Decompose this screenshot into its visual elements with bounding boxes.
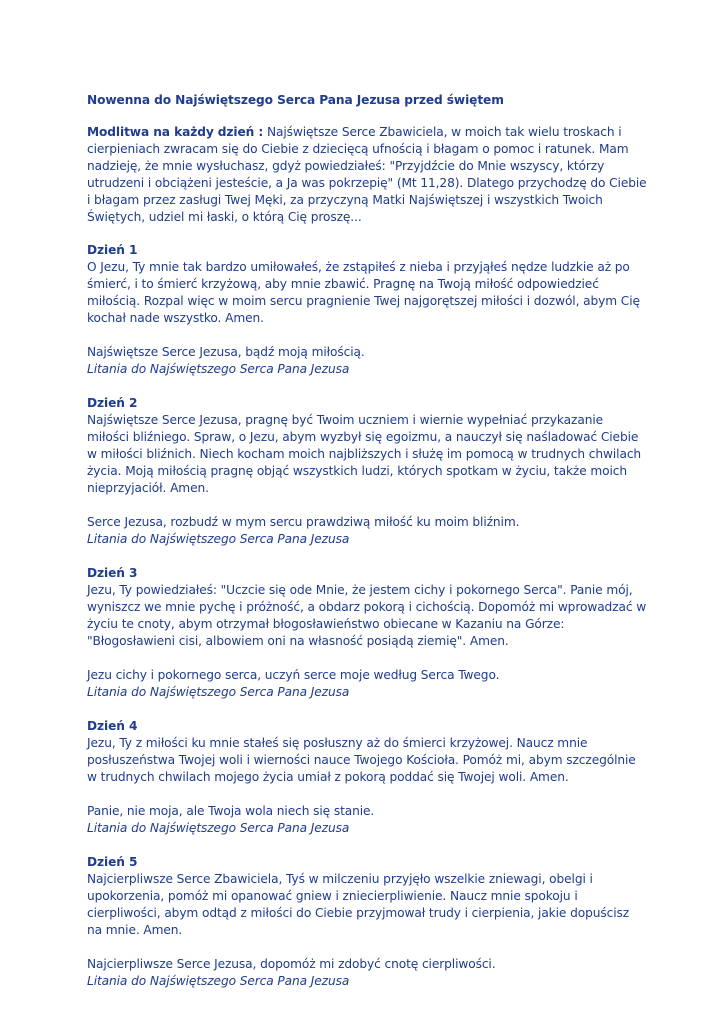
day-heading: Dzień 1	[87, 243, 138, 257]
day-invocation: Serce Jezusa, rozbudź w mym sercu prawdziwą miłość ku moim bliźnim.	[87, 515, 520, 529]
day-litany-link[interactable]: Litania do Najświętszego Serca Pana Jezusa	[87, 974, 350, 988]
day-section	[87, 242, 647, 378]
day-prayer-text: Najświętsze Serce Jezusa, pragnę być Twoim uczniem i wiernie wypełniać przykazanie miłości bliźniego. Spraw, o Jezu, abym wyzbył się egoizmu, a nauczył się naśladować Ciebie w miłości bliźnich. Niech kocham moich najbliższych i służę im pomocą w trudnych chwilach życia. Moją miłością pragnę objąć wszystkich ludzi, których spotkam w życiu, także moich nieprzyjaciół. Amen.	[87, 413, 642, 495]
document-page	[87, 92, 647, 1007]
daily-prayer-label: Modlitwa na każdy dzień :	[87, 125, 264, 139]
day-heading: Dzień 4	[87, 719, 138, 733]
day-section	[87, 718, 647, 837]
day-invocation: Najcierpliwsze Serce Jezusa, dopomóż mi zdobyć cnotę cierpliwości.	[87, 957, 496, 971]
day-litany-link[interactable]: Litania do Najświętszego Serca Pana Jezusa	[87, 532, 350, 546]
day-litany-link[interactable]: Litania do Najświętszego Serca Pana Jezusa	[87, 685, 350, 699]
day-invocation: Panie, nie moja, ale Twoja wola niech się stanie.	[87, 804, 375, 818]
document-title: Nowenna do Najświętszego Serca Pana Jezusa przed świętem	[87, 93, 504, 107]
day-section	[87, 854, 647, 990]
day-section	[87, 565, 647, 701]
day-prayer-text: Najcierpliwsze Serce Zbawiciela, Tyś w milczeniu przyjęło wszelkie zniewagi, obelgi i upokorzenia, pomóż mi opanować gniew i zniecierpliwienie. Naucz mnie spokoju i cierpliwości, abym odtąd z miłości do Ciebie przyjmował trudy i cierpienia, jakie dopuścisz na mnie. Amen.	[87, 872, 630, 937]
day-prayer-text: O Jezu, Ty mnie tak bardzo umiłowałeś, że zstąpiłeś z nieba i przyjąłeś nędze ludzkie aż po śmierć, i to śmierć krzyżową, aby mnie zbawić. Pragnę na Twoją miłość odpowiedzieć miłością. Rozpal więc w moim sercu pragnienie Twej najgorętszej miłości i dozwól, abym Cię kochał nade wszystko. Amen.	[87, 260, 640, 325]
day-heading: Dzień 3	[87, 566, 138, 580]
day-heading: Dzień 2	[87, 396, 138, 410]
day-prayer-text: Jezu, Ty z miłości ku mnie stałeś się posłuszny aż do śmierci krzyżowej. Naucz mnie posłuszeństwa Twojej woli i wierności nauce Twojego Kościoła. Pomóż mi, abym szczególnie w trudnych chwilach mojego życia umiał z pokorą poddać się Twojej woli. Amen.	[87, 736, 636, 784]
day-section	[87, 395, 647, 548]
day-prayer-text: Jezu, Ty powiedziałeś: "Uczcie się ode Mnie, że jestem cichy i pokornego Serca". Panie mój, wyniszcz we mnie pychę i próżność, a obdarz pokorą i cichością. Dopomóż mi wprowadzać w życiu te cnoty, abym otrzymał błogosławieństwo obiecane w Kazaniu na Górze: "Błogosławieni cisi, albowiem oni na własność posiądą ziemię". Amen.	[87, 583, 647, 648]
day-litany-link[interactable]: Litania do Najświętszego Serca Pana Jezusa	[87, 362, 350, 376]
daily-prayer-text: Najświętsze Serce Zbawiciela, w moich tak wielu troskach i cierpieniach zwracam się do Ciebie z dziecięcą ufnością i błagam o pomoc i ratunek. Mam nadzieję, że mnie wysłuchasz, gdyż powiedziałeś: "Przyjdźcie do Mnie wszyscy, którzy utrudzeni i obciążeni jesteście, a Ja was pokrzepię" (Mt 11,28). Dlatego przychodzę do Ciebie i błagam przez zasługi Twej Męki, za przyczyną Matki Najświętszej i wszystkich Twoich Świętych, udziel mi łaski, o którą Cię proszę...	[87, 125, 647, 224]
daily-prayer	[87, 124, 647, 226]
day-invocation: Jezu cichy i pokornego serca, uczyń serce moje według Serca Twego.	[87, 668, 500, 682]
day-invocation: Najświętsze Serce Jezusa, bądź moją miłością.	[87, 345, 365, 359]
day-litany-link[interactable]: Litania do Najświętszego Serca Pana Jezusa	[87, 821, 350, 835]
day-heading: Dzień 5	[87, 855, 138, 869]
